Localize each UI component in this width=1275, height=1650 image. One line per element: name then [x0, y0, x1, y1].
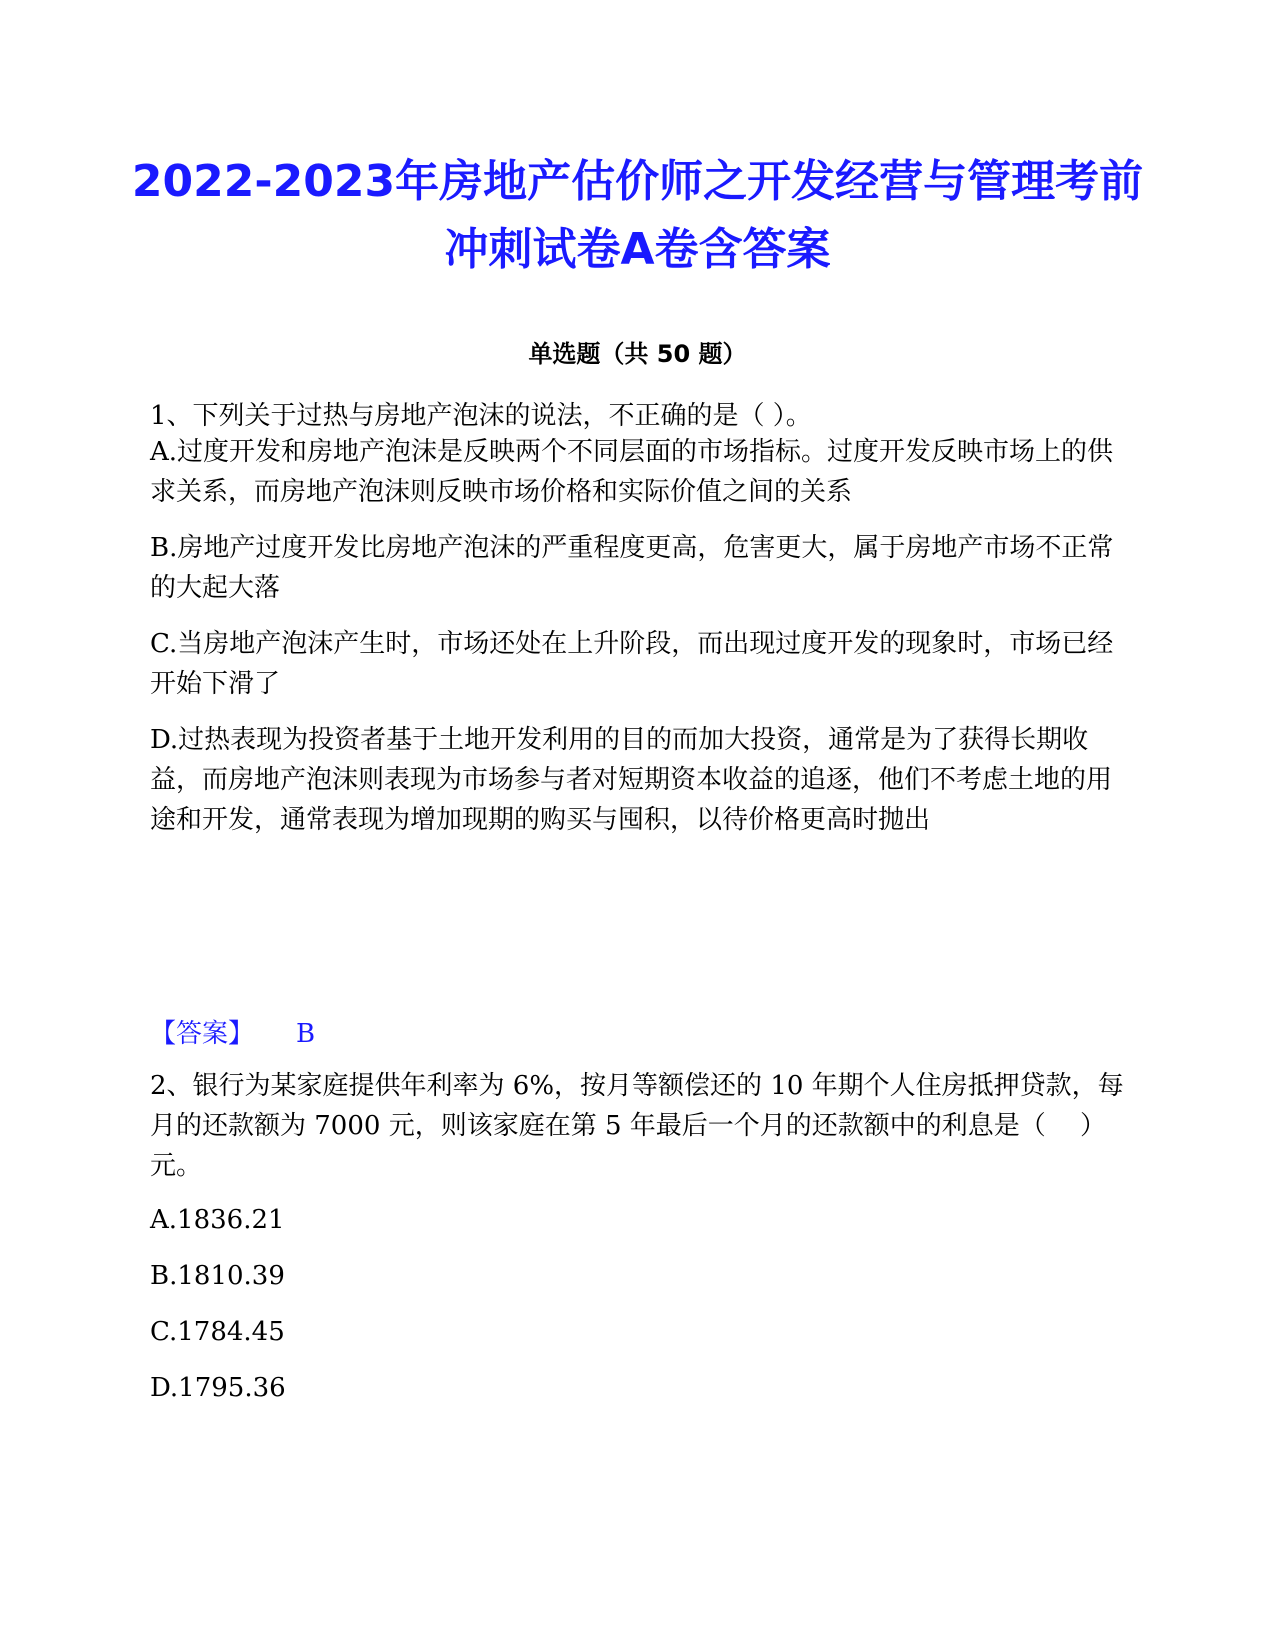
question-2-option-c: C.1784.45 [150, 1317, 285, 1347]
question-2-option-d: D.1795.36 [150, 1373, 286, 1403]
question-1-option-a: A.过度开发和房地产泡沫是反映两个不同层面的市场指标。过度开发反映市场上的供求关系，而房地产泡沫则反映市场价格和实际价值之间的关系 [150, 437, 1114, 507]
question-1-answer [150, 1014, 315, 1054]
question-1-option-d: D.过热表现为投资者基于土地开发利用的目的而加大投资，通常是为了获得长期收益，而房地产泡沫则表现为市场参与者对短期资本收益的追逐，他们不考虑土地的用途和开发，通常表现为增加现期的购买与囤积，以待价格更高时抛出 [150, 725, 1113, 835]
section-heading: 单选题（共 50 题） [528, 340, 747, 368]
question-2-stem: 2、银行为某家庭提供年利率为 6%，按月等额偿还的 10 年期个人住房抵押贷款，每月的还款额为 7000 元，则该家庭在第 5 年最后一个月的还款额中的利息是（ ）元。 [150, 1071, 1124, 1181]
question-2-option-a: A.1836.21 [150, 1205, 285, 1235]
question-2-option-b: B.1810.39 [150, 1261, 285, 1291]
question-1-option-c: C.当房地产泡沫产生时，市场还处在上升阶段，而出现过度开发的现象时，市场已经开始下滑了 [150, 629, 1114, 699]
question-1-option-b: B.房地产过度开发比房地产泡沫的严重程度更高，危害更大，属于房地产市场不正常的大起大落 [150, 533, 1114, 603]
answer-label: 【答案】 [150, 1019, 255, 1049]
answer-value: B [296, 1019, 316, 1049]
document-title: 2022-2023年房地产估价师之开发经营与管理考前冲刺试卷A卷含答案 [131, 156, 1144, 275]
question-1-stem: 1、下列关于过热与房地产泡沫的说法，不正确的是（ ）。 [150, 401, 812, 431]
